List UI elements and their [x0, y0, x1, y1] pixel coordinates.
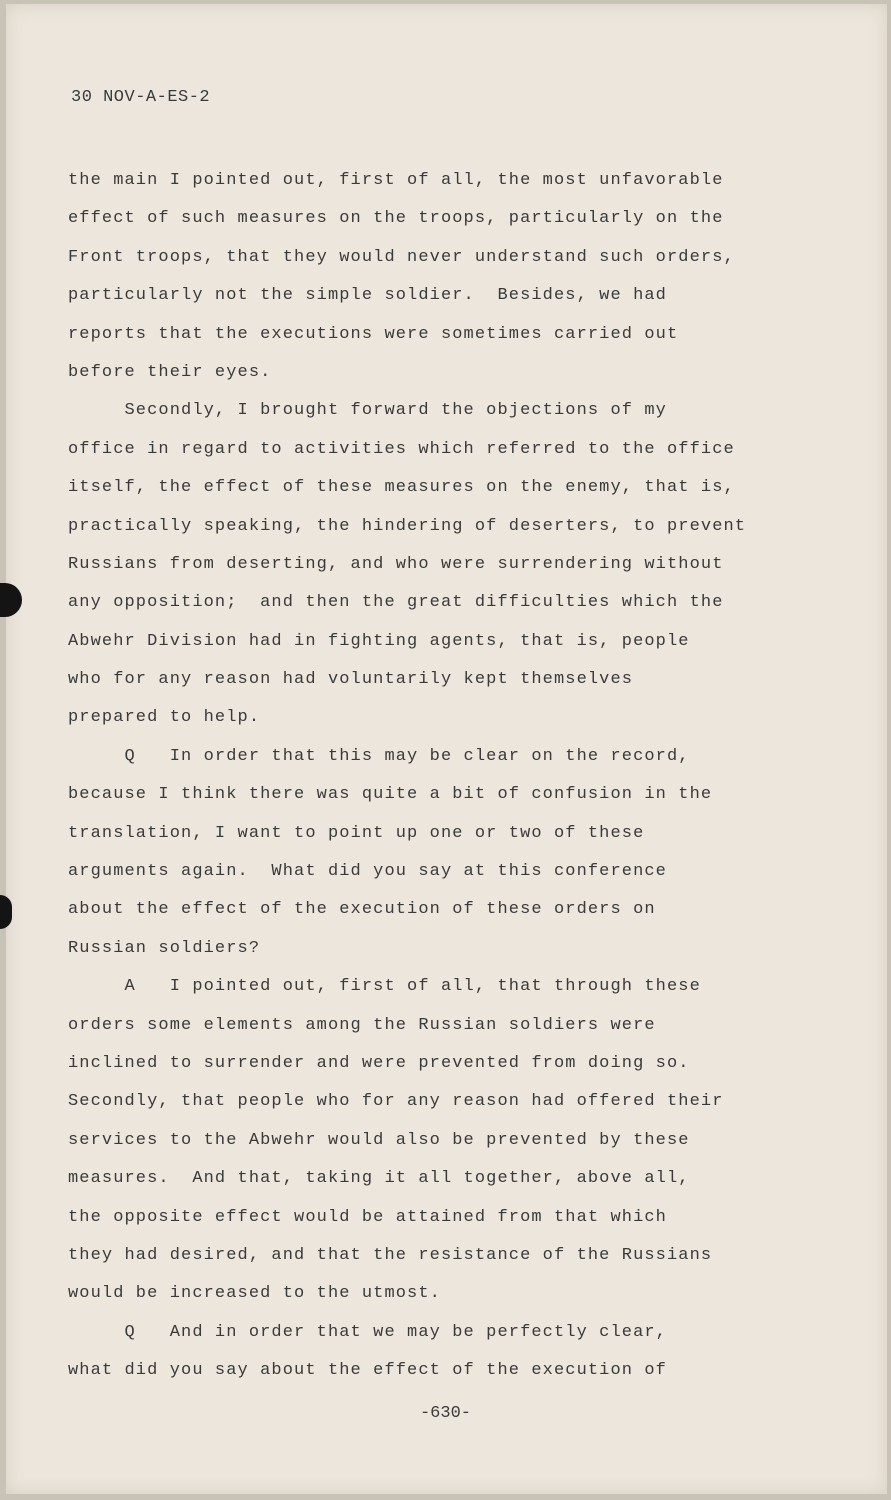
- transcript-body: [68, 162, 848, 1391]
- text-line: Abwehr Division had in fighting agents, that is, people: [68, 631, 690, 651]
- text-line: Q And in order that we may be perfectly clear,: [68, 1322, 667, 1342]
- text-line: practically speaking, the hindering of deserters, to prevent: [68, 516, 747, 536]
- text-line: Secondly, that people who for any reason had offered their: [68, 1092, 724, 1112]
- page-number: -630-: [419, 1404, 471, 1423]
- text-line: office in regard to activities which referred to the office: [68, 439, 735, 459]
- text-line: inclined to surrender and were prevented from doing so.: [68, 1053, 690, 1073]
- text-line: the opposite effect would be attained from that which: [68, 1207, 667, 1227]
- text-line: A I pointed out, first of all, that through these: [68, 977, 701, 997]
- text-line: reports that the executions were sometimes carried out: [68, 324, 679, 344]
- text-line: any opposition; and then the great difficulties which the: [68, 593, 724, 613]
- text-line: Russian soldiers?: [68, 938, 261, 958]
- text-line: orders some elements among the Russian soldiers were: [68, 1015, 656, 1035]
- text-line: Front troops, that they would never understand such orders,: [68, 247, 735, 267]
- text-line: because I think there was quite a bit of confusion in the: [68, 785, 713, 805]
- text-line: particularly not the simple soldier. Besides, we had: [68, 286, 667, 306]
- text-line: about the effect of the execution of these orders on: [68, 900, 656, 920]
- text-line: translation, I want to point up one or two of these: [68, 823, 645, 843]
- text-line: Russians from deserting, and who were surrendering without: [68, 554, 724, 574]
- text-line: itself, the effect of these measures on the enemy, that is,: [68, 478, 735, 498]
- text-line: who for any reason had voluntarily kept themselves: [68, 670, 634, 690]
- text-line: Secondly, I brought forward the objections of my: [68, 401, 667, 421]
- text-line: effect of such measures on the troops, particularly on the: [68, 209, 724, 229]
- text-line: they had desired, and that the resistance of the Russians: [68, 1245, 713, 1265]
- text-line: arguments again. What did you say at this conference: [68, 862, 667, 882]
- text-line: measures. And that, taking it all together, above all,: [68, 1169, 690, 1189]
- document-code: 30 NOV-A-ES-2: [71, 88, 211, 107]
- text-line: would be increased to the utmost.: [68, 1284, 441, 1304]
- text-line: services to the Abwehr would also be prevented by these: [68, 1130, 690, 1150]
- text-line: Q In order that this may be clear on the record,: [68, 746, 690, 766]
- text-line: before their eyes.: [68, 362, 272, 382]
- text-line: prepared to help.: [68, 708, 261, 728]
- text-line: the main I pointed out, first of all, the most unfavorable: [68, 171, 724, 190]
- text-line: what did you say about the effect of the execution of: [68, 1361, 667, 1381]
